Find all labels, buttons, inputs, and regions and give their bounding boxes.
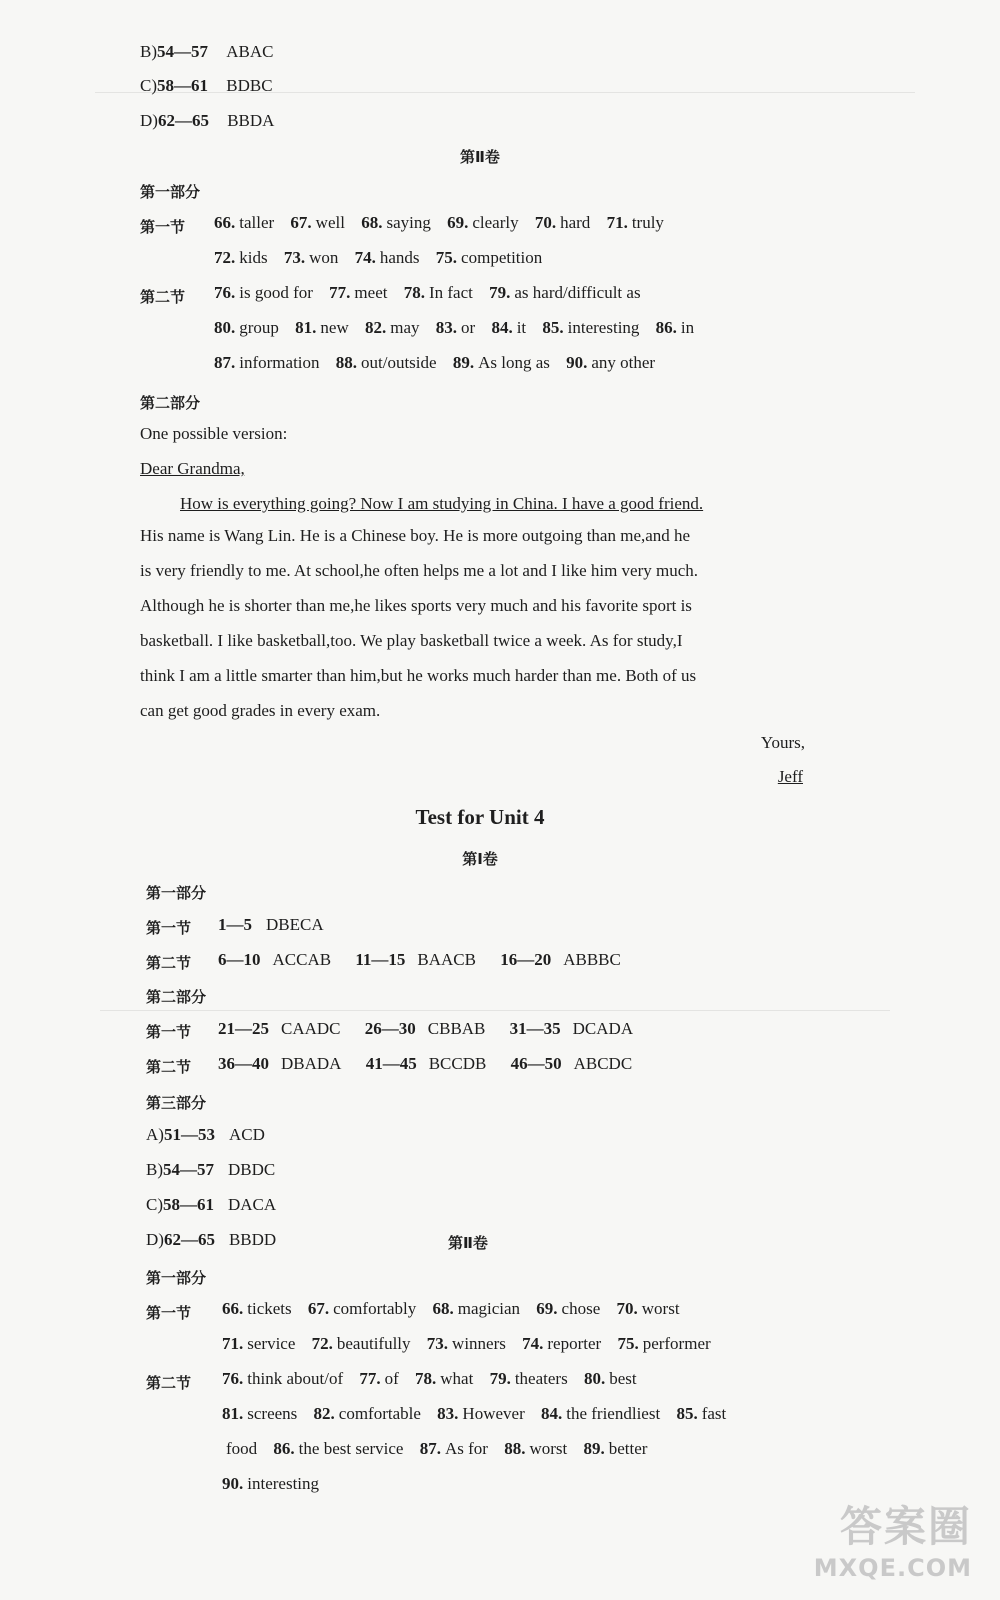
section-label: 第二节 [140,288,186,306]
answer-row: 6—10 ACCAB 11—15 BAACB 16—20 ABBBC [218,950,621,969]
unit-title: Test for Unit 4 [415,805,545,829]
volume-heading: 第Ⅰ卷 [462,850,498,868]
answer-row: 81. screens 82. comfortable 83. However 84. the friendliest 85. fast [222,1404,727,1423]
answer-row: 76. think about/of 77. of 78. what 79. theaters 80. best [222,1369,637,1388]
letter-line: can get good grades in every exam. [140,701,381,720]
answer-row: 66. taller 67. well 68. saying 69. clearly 70. hard 71. truly [214,213,664,232]
section-label: 第一节 [146,1023,192,1041]
answer-row: 71. service 72. beautifully 73. winners 74. reporter 75. performer [222,1334,711,1353]
answer-line: D)62—65 BBDA [140,111,275,130]
answer-line: D)62—65 BBDD [146,1230,277,1249]
scan-rule [100,1010,890,1011]
part-heading: 第一部分 [146,884,207,902]
answer-line: C)58—61 DACA [146,1195,277,1214]
answer-line: B)54—57 DBDC [146,1160,276,1179]
letter-intro: One possible version: [140,424,288,443]
section-label: 第二节 [146,1058,192,1076]
answer-row: 80. group 81. new 82. may 83. or 84. it 85. interesting 86. in [214,318,695,337]
answer-row: 36—40 DBADA 41—45 BCCDB 46—50 ABCDC [218,1054,633,1073]
section-label: 第一节 [146,919,192,937]
part-heading: 第一部分 [146,1269,207,1287]
answer-row: 66. tickets 67. comfortably 68. magician 69. chose 70. worst [222,1299,680,1318]
answer-row: 1—5 DBECA [218,915,324,934]
section-label: 第一节 [146,1304,192,1322]
answer-row: 87. information 88. out/outside 89. As long as 90. any other [214,353,656,372]
volume-heading: 第Ⅱ卷 [460,148,500,166]
part-heading: 第二部分 [140,394,201,412]
answer-row: 72. kids 73. won 74. hands 75. competition [214,248,543,267]
letter-line: think I am a little smarter than him,but he works much harder than me. Both of us [140,666,697,685]
section-label: 第二节 [146,1374,192,1392]
answer-row: food 86. the best service 87. As for 88. worst 89. better [226,1439,648,1458]
letter-line: Although he is shorter than me,he likes sports very much and his favorite sport is [140,596,692,615]
answer-line: C)58—61 BDBC [140,76,273,95]
watermark-logo: 答案圈 [839,1502,972,1551]
part-heading: 第三部分 [146,1094,207,1112]
letter-closing: Yours, [760,733,805,752]
site-watermark [814,1494,972,1582]
letter-line: basketball. I like basketball,too. We play basketball twice a week. As for study,I [140,631,683,650]
letter-line: How is everything going? Now I am studying in China. I have a good friend. [180,494,704,513]
answer-row: 76. is good for 77. meet 78. In fact 79. as hard/difficult as [214,283,641,302]
watermark-url: MXQE.COM [813,1554,972,1582]
part-heading: 第一部分 [140,183,201,201]
letter-line: is very friendly to me. At school,he often helps me a lot and I like him very much. [140,561,699,580]
letter-line: His name is Wang Lin. He is a Chinese boy. He is more outgoing than me,and he [140,526,691,545]
section-label: 第一节 [140,218,186,236]
answer-line: B)54—57 ABAC [140,42,274,61]
answer-row: 90. interesting [222,1474,320,1493]
answer-line: A)51—53 ACD [146,1125,265,1144]
volume-heading: 第Ⅱ卷 [448,1234,488,1252]
letter-signature: Jeff [777,767,803,786]
section-label: 第二节 [146,954,192,972]
part-heading: 第二部分 [146,988,207,1006]
letter-greeting: Dear Grandma, [140,459,245,478]
answer-row: 21—25 CAADC 26—30 CBBAB 31—35 DCADA [218,1019,634,1038]
